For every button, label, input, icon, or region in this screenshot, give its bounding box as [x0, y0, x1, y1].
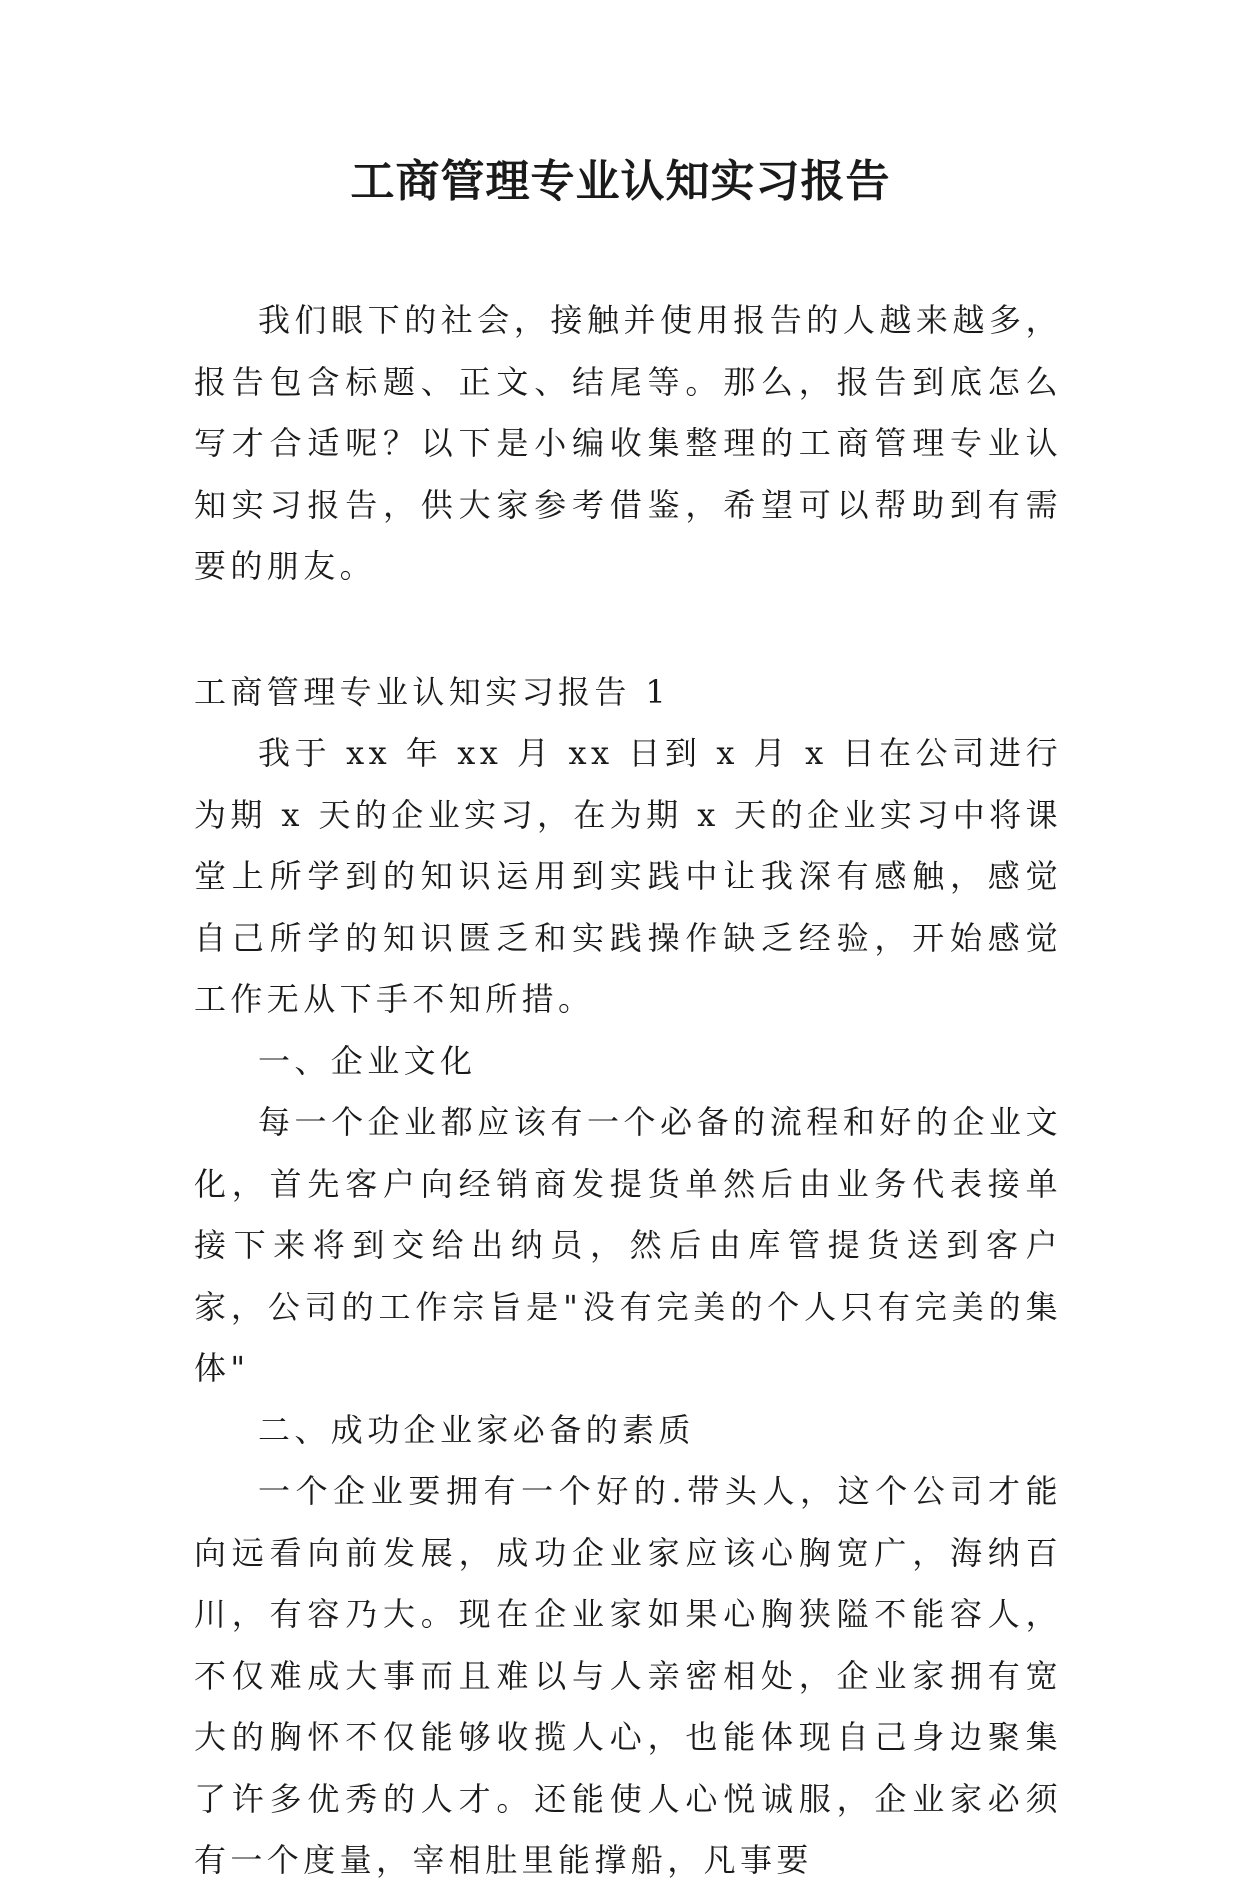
- body-paragraph: 一个企业要拥有一个好的.带头人，这个公司才能向远看向前发展，成功企业家应该心胸宽广，海纳百川，有容乃大。现在企业家如果心胸狭隘不能容人，不仅难成大事而且难以与人亲密相处，企业家拥有宽大的胸怀不仅能够收揽人心，也能体现自己身边聚集了许多优秀的人才。还能使人心悦诚服，企业家必须有一个度量，宰相肚里能撑船，凡事要: [194, 1472, 1062, 1879]
- section-heading: 工商管理专业认知实习报告 1: [194, 672, 671, 711]
- body-paragraph: 每一个企业都应该有一个必备的流程和好的企业文化，首先客户向经销商发提货单然后由业务代表接单接下来将到交给出纳员，然后由库管提货送到客户家，公司的工作宗旨是"没有完美的个人只有完美的集体": [194, 1103, 1062, 1387]
- body-paragraph: 我于 xx 年 xx 月 xx 日到 x 月 x 日在公司进行为期 x 天的企业实习，在为期 x 天的企业实习中将课堂上所学到的知识运用到实践中让我深有感触，感觉自己所学的知识匮乏和实践操作缺乏经验，开始感觉工作无从下手不知所措。: [194, 734, 1062, 1018]
- paragraph-gap: [194, 598, 1062, 662]
- document-title: 工商管理专业认知实习报告: [350, 156, 891, 207]
- document-body: [194, 290, 1062, 1892]
- intro-paragraph: 我们眼下的社会，接触并使用报告的人越来越多，报告包含标题、正文、结尾等。那么，报告到底怎么写才合适呢？以下是小编收集整理的工商管理专业认知实习报告，供大家参考借鉴，希望可以帮助到有需要的朋友。: [194, 301, 1062, 585]
- subheading-corporate-culture: 一、企业文化: [258, 1041, 477, 1080]
- subheading-entrepreneur-qualities: 二、成功企业家必备的素质: [258, 1410, 695, 1449]
